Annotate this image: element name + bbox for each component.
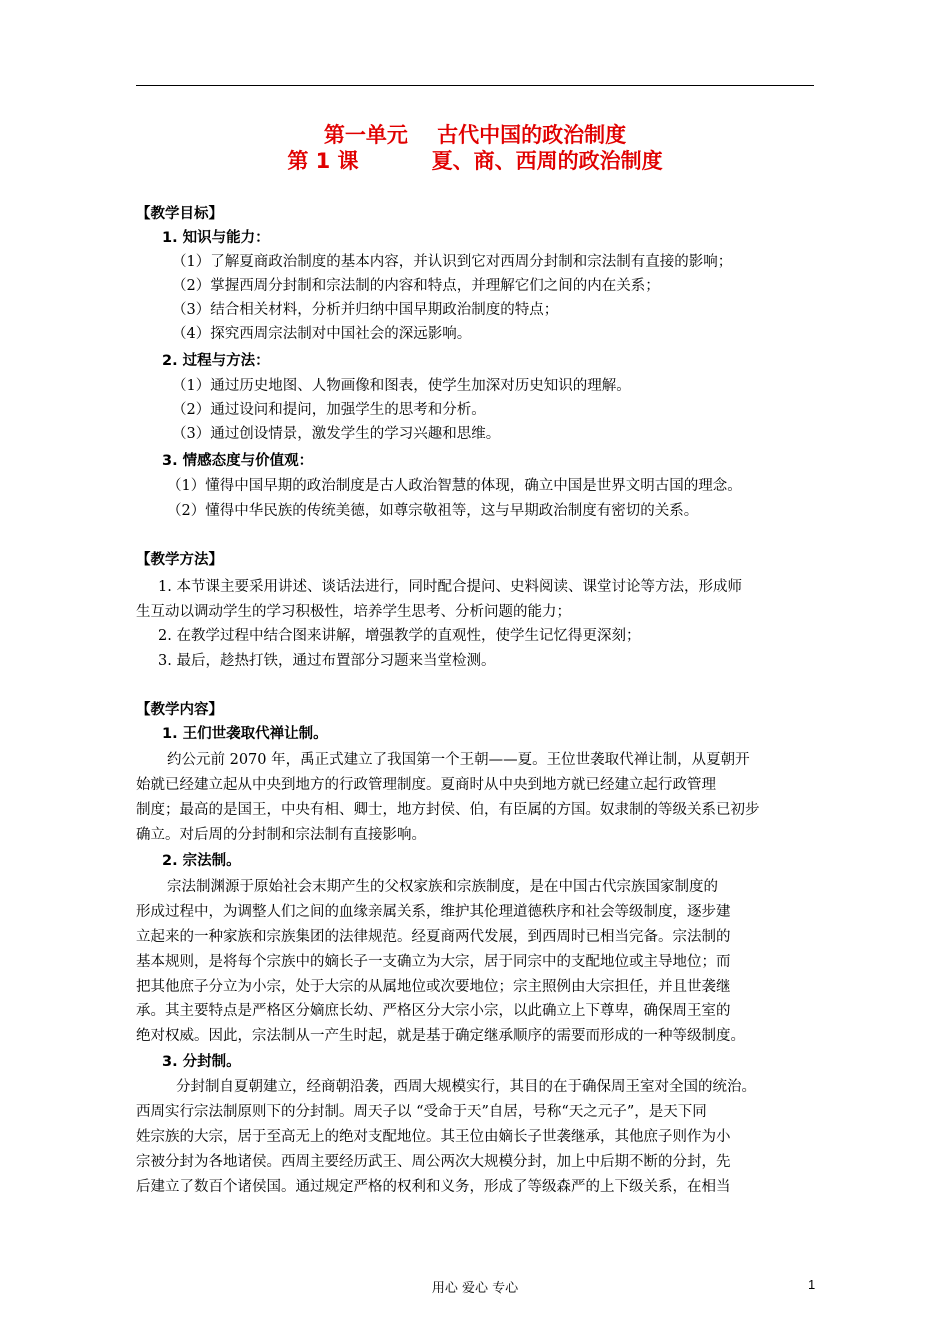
methods-line: 3. 最后，趁热打铁，通过布置部分习题来当堂检测。 xyxy=(158,653,496,669)
content-heading: 【教学内容】 xyxy=(136,702,223,718)
methods-line: 2. 在教学过程中结合图来讲解，增强教学的直观性，使学生记忆得更深刻； xyxy=(158,628,641,644)
methods-line: 1. 本节课主要采用讲述、谈话法进行，同时配合提问、史料阅读、课堂讨论等方法，形成师 xyxy=(158,579,742,595)
unit-title: 第一单元 古代中国的政治制度 xyxy=(323,123,627,147)
goals-s1-item: （2）掌握西周分封制和宗法制的内容和特点，并理解它们之间的内在关系； xyxy=(172,278,660,294)
goals-s2-item: （1）通过历史地图、人物画像和图表，使学生加深对历史知识的理解。 xyxy=(172,378,631,394)
page-number: 1 xyxy=(808,1277,816,1292)
content-p3-line: 姓宗族的大宗，居于至高无上的绝对支配地位。其王位由嫡长子世袭继承，其他庶子则作为小 xyxy=(136,1129,731,1145)
goals-s2-title: 2. 过程与方法： xyxy=(162,353,270,369)
content-p3-title: 3. 分封制。 xyxy=(162,1054,241,1070)
content-p1-line: 始就已经建立起从中央到地方的行政管理制度。夏商时从中央到地方就已经建立起行政管理 xyxy=(136,777,716,793)
content-p3-line: 后建立了数百个诸侯国。通过规定严格的权利和义务，形成了等级森严的上下级关系，在相当 xyxy=(136,1179,731,1195)
footer-slogan: 用心 爱心 专心 xyxy=(431,1281,519,1296)
goals-s1-item: （4）探究西周宗法制对中国社会的深远影响。 xyxy=(172,326,472,342)
header-rule xyxy=(136,85,814,86)
goals-s3-title: 3. 情感态度与价值观： xyxy=(162,453,314,469)
lesson-title: 第 1 课 夏、商、西周的政治制度 xyxy=(287,149,663,173)
content-p3-line: 宗被分封为各地诸侯。西周主要经历武王、周公两次大规模分封，加上中后期不断的分封，先 xyxy=(136,1154,731,1170)
content-p2-line: 绝对权威。因此，宗法制从一产生时起，就是基于确定继承顺序的需要而形成的一种等级制度。 xyxy=(136,1028,745,1044)
goals-s3-item: （2）懂得中华民族的传统美德，如尊宗敬祖等，这与早期政治制度有密切的关系。 xyxy=(167,503,699,519)
goals-s1-item: （3）结合相关材料，分析并归纳中国早期政治制度的特点； xyxy=(172,302,559,318)
goals-s3-item: （1）懂得中国早期的政治制度是古人政治智慧的体现，确立中国是世界文明古国的理念。 xyxy=(167,478,742,494)
content-p1-title: 1. 王们世袭取代禅让制。 xyxy=(162,726,328,742)
content-p2-line: 基本规则，是将每个宗族中的嫡长子一支确立为大宗，居于同宗中的支配地位或主导地位；而 xyxy=(136,954,731,970)
content-p2-line: 承。其主要特点是严格区分嫡庶长幼、严格区分大宗小宗，以此确立上下尊卑，确保周王室的 xyxy=(136,1003,731,1019)
methods-heading: 【教学方法】 xyxy=(136,552,223,568)
content-p2-line: 立起来的一种家族和宗族集团的法律规范。经夏商两代发展，到西周时已相当完备。宗法制的 xyxy=(136,929,731,945)
goals-s2-item: （2）通过设问和提问，加强学生的思考和分析。 xyxy=(172,402,486,418)
content-p2-line: 宗法制渊源于原始社会末期产生的父权家族和宗族制度，是在中国古代宗族国家制度的 xyxy=(167,879,718,895)
content-p1-line: 制度；最高的是国王，中央有相、卿士，地方封侯、伯，有臣属的方国。奴隶制的等级关系已初步 xyxy=(136,802,760,818)
methods-line: 生互动以调动学生的学习积极性，培养学生思考、分析问题的能力； xyxy=(136,604,571,620)
goals-s2-item: （3）通过创设情景，激发学生的学习兴趣和思维。 xyxy=(172,426,501,442)
goals-s1-title: 1. 知识与能力： xyxy=(162,230,270,246)
content-p2-line: 把其他庶子分立为小宗，处于大宗的从属地位或次要地位；宗主照例由大宗担任，并且世袭继 xyxy=(136,979,731,995)
content-p1-line: 确立。对后周的分封制和宗法制有直接影响。 xyxy=(136,827,426,843)
content-p2-title: 2. 宗法制。 xyxy=(162,853,241,869)
content-p2-line: 形成过程中，为调整人们之间的血缘亲属关系，维护其伦理道德秩序和社会等级制度，逐步建 xyxy=(136,904,731,920)
content-p1-line: 约公元前 2070 年，禹正式建立了我国第一个王朝——夏。王位世袭取代禅让制，从夏朝开 xyxy=(167,752,750,768)
content-p3-line: 西周实行宗法制原则下的分封制。周天子以 “受命于天”自居，号称“天之元子”，是天下同 xyxy=(136,1104,707,1120)
goals-s1-item: （1）了解夏商政治制度的基本内容，并认识到它对西周分封制和宗法制有直接的影响； xyxy=(172,254,733,270)
content-p3-line: 分封制自夏朝建立，经商朝沿袭，西周大规模实行，其目的在于确保周王室对全国的统治。 xyxy=(176,1079,756,1095)
goals-heading: 【教学目标】 xyxy=(136,206,223,222)
